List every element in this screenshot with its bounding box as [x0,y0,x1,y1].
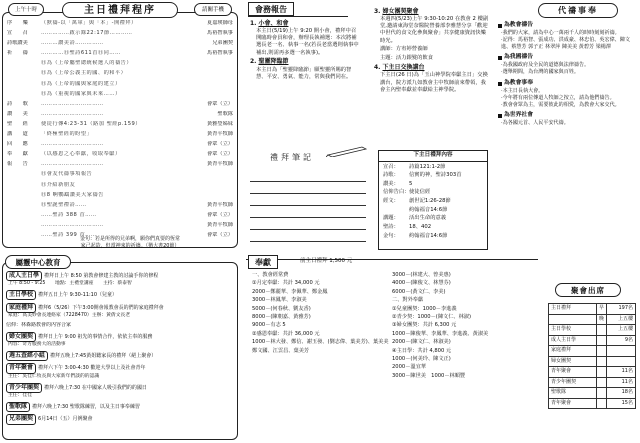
ministry-item [6,414,235,424]
ministry-line [6,271,235,281]
worship-row-right: 會眾（立） [207,151,233,158]
worship-row-right: 馬裕智執事 [207,30,233,37]
worship-row-right: 馬裕智執事 [207,50,233,57]
attendance-label: 聖歌隊 [549,388,597,399]
worship-left-tag: 上午十時 [8,3,44,16]
ministry-tag: 聖歌隊 [6,402,30,412]
ministry-text: 禮拜日上午 9:00 祖先的事情合作，依依主奉的服務 [38,333,153,340]
ministry-text: 禮拜六晚上7:30 在中國家人吸引我們的的國日 [44,384,147,391]
worship-row-middle: Ⓗ為（上帝公義主的國、的和平） [41,70,127,77]
worship-row [7,81,233,91]
attendance-table [548,303,636,409]
next-week-value: 使徒信經 [409,189,431,196]
next-week-key: 讚美： [383,180,399,187]
attendance-value: 11名 [607,377,636,388]
ministry-text: 禮拜六晚上7:30 聖歌隊練習，以及主日事奉練習 [32,403,140,410]
ministry-tag: 兄弟團契 [6,414,36,424]
ministry-item [6,363,235,380]
worship-row-middle: …………………………… [41,100,104,107]
offering-line: 4000－(陳俊文、林慧芬) [392,280,451,287]
worship-row-right: 黃青平牧師 [207,221,233,228]
next-week-item [383,164,483,171]
next-week-list [379,162,487,244]
ministry-text: 禮拜五晚上7:45黃姐聽家長的禮拜（絕上聚會） [50,352,157,359]
next-week-key: 信仰告白： [383,189,410,196]
offering-rule-top [246,259,538,260]
worship-title: 主日禮拜程序 [62,2,178,18]
attendance-row [549,356,636,367]
announce-item-body: 本主日為「聖靈降臨節」願聖靈所賜的智慧、平安、勇氣、能力，常與我們同在。 [256,66,352,80]
prayer-section [498,80,636,108]
announce-item-num: 1. [250,20,257,27]
attendance-label [549,314,597,325]
notes-lines [250,170,366,242]
worship-row-label: 序 樂 [7,20,28,26]
offering-line: 1000－陳俊華、李鳳華、李進義、黃淑美 [392,330,489,337]
attendance-sub: 早 [597,304,607,315]
offering-line: 1000－林大發、鄭信、謝玉發、(劉志偉、葉美芳)、葉美美 [252,339,389,346]
ministry-tag: 家庭禮拜 [6,303,36,313]
announce-item-body: 主題：活力銀髮的飲食 [380,55,433,62]
prayer-section [498,22,636,50]
next-week-item [383,224,483,231]
announce-item-title [250,20,360,28]
worship-row-middle: （默禱-以「萬軍」與「本」-開禮拜） [41,20,137,26]
prayer-line: ‧為我國政府及全民的道德與法律禱告。 [501,62,590,69]
next-week-value: 18、402 [409,224,432,231]
ministry-text: 禮拜六下午 3:00-4:30 歡迎大學以上及社會青年 [38,365,146,372]
prayer-section [498,112,636,127]
attendance-row [549,398,636,409]
ministry-tag: 成人主日學 [6,271,42,281]
ministry-tag: 青少年團契 [6,383,42,393]
announce-item [250,20,360,57]
ministry-item [6,332,235,349]
offering-line: 5000－(何春秋、劉友香) [252,305,311,312]
worship-row-right: 兄弟團契 [212,40,233,47]
worship-row [7,20,233,30]
ministry-item [6,290,235,300]
offering-summary: 前主日禮拜 1,500 元 [300,258,353,264]
offering-line: 8000－(陳朝嘉、黃雅芳) [252,314,311,321]
announce-item-body: 本主日(5/19)上午 9:20 開小會，禮拜中召開臨時會員和會，辦理長執補選：本次將補選長老一名、執事一名(若長老當選則執事中補出,則需再多選一名執事)。 [256,28,359,56]
prayer-line: ‧本主日長執大會。 [501,87,544,94]
worship-row-middle: ……………啟示錄22:17節………… [41,30,133,37]
worship-row [7,182,233,192]
worship-row [7,161,233,171]
next-week-key: 宣召： [383,163,399,170]
worship-row-middle: ……聖詩 399 首…… [41,231,97,238]
worship-row-right: 會眾（立） [207,100,233,107]
worship-row [7,50,233,60]
worship-right-tag: 請關手機 [194,3,232,16]
offering-line: 3000－陳世美 1000－林順豐 [392,372,466,379]
ministry-item [6,271,235,288]
worship-row-right: 會眾（立） [207,141,233,148]
worship-row-label: 報 告 [7,161,28,168]
worship-row-middle: Ⓗ為（上帝的國與家庭的建立） [41,80,121,87]
square-bullet-icon [498,56,502,60]
motto [30,236,230,250]
announce-list-a [250,20,360,83]
announce-item-heading: 下主日交換講台 [382,64,425,72]
attendance-row [549,377,636,388]
prayer-section-title: 為我國禱告 [504,54,533,61]
next-week-item [383,207,483,214]
worship-row-label: 祈 禱 [7,50,28,57]
attendance-sub [597,335,607,346]
offering-list-a [252,272,392,356]
ministry-sub: 家庭：高美妙會長連絡家（7228470）主辦：黃倩文長老 [8,312,131,318]
worship-row-label: 宣 召 [7,30,28,37]
attendance-row [549,325,636,336]
ministry-list [6,271,235,427]
next-week-item [383,198,483,205]
announce-item-num: 2. [250,58,257,66]
attendance-title: 聚會出席 [555,283,621,297]
worship-row-middle: …………Ⓗ聖詩611首Ⓗ同…… [41,50,121,57]
worship-row-right: 黃青平牧師 [207,131,233,138]
next-week-item [383,189,483,196]
prayer-line: ‧教會會眾為主，需要彼此的相愛，為教會大家交代。 [501,101,620,108]
ministry-tag: 主日學校 [6,290,36,300]
offering-line: 9000－有志 5 [252,322,286,329]
ministry-line [6,402,235,412]
ministry-text: 禮拜五日上午 9:30-11:10（兒童） [38,292,118,299]
offering-line: 鄭文國、江雲昌、葉美芳 [252,347,310,354]
ministry-line [6,322,235,329]
prayer-section-title: 為教會禱告 [504,22,533,28]
next-week-value: 約翰福音14:6節 [409,206,448,213]
attendance-value: 15名 [607,398,636,409]
worship-row [7,111,233,121]
worship-row-middle: …………………………… [41,110,104,117]
announce-item-num: 3. [374,8,381,15]
attendance-sub [597,325,607,336]
worship-row-right: 黃青平牧師 [207,201,233,208]
worship-row-label: 奉 獻 [7,151,28,158]
prayer-list [498,22,636,131]
announce-item [374,55,490,62]
ministry-text: 信仰：林森路教會的內容合家 [6,322,72,328]
attendance-label: 家庭禮拜 [549,346,597,357]
announce-item-heading: 婦女團契聚會 [382,8,419,15]
ministry-item [6,383,235,400]
announce-item [374,46,490,53]
worship-row-middle: （以感恩之心奉獻，收取奉獻） [41,151,121,158]
next-week-value: 信實的神，聖詩303首 [409,172,462,179]
ministry-sub: 主任：吳佳仁牧長與大家新年們談的的認識 [8,373,100,379]
prayer-line: ‧記得：馬裕智、張成功、洪成豪、林忠伯、吳宏偉、陳文進、蔡慧芳 郭子正 林翠萍 陳美美 黃碧芳 梁楊澤 [501,36,630,50]
ministry-item [6,322,235,329]
next-week-item [383,172,483,179]
ministry-item [6,303,235,320]
worship-row-middle: Ⓗ聖誕聖禮詩…… [41,201,87,208]
next-week-value: 活出生命的意義 [409,215,447,222]
attendance-value: 197名 [607,304,636,315]
prayer-section-head [498,80,636,88]
ministry-line [6,414,235,424]
pen-icon [326,145,368,157]
worship-row-middle: Ⓗ為（重視的國家與未來……） [41,90,121,97]
attendance-label: 主日學校 [549,325,597,336]
offering-line: 2000－溫宜華 [392,364,426,371]
attendance-row [549,304,636,315]
announce-item [374,8,490,45]
attendance-row [549,314,636,325]
worship-row-right: 聖歌隊 [217,110,233,117]
attendance-value: 11名 [607,367,636,378]
attendance-label: 青年聚會 [549,367,597,378]
attendance-value: 上五樓 [607,314,636,325]
worship-row-middle: Ⓗ會友代禱事項報告 [41,171,93,178]
attendance-row [549,335,636,346]
attendance-sub [597,388,607,399]
attendance-label: 青年聚會 [549,398,597,409]
worship-row-middle: …………………………… [41,221,104,228]
worship-row-label: 詩歌讚美 [7,40,28,47]
offering-line: 2000－鄭麗華、李佩華、鄭金鳳 [252,288,328,295]
attendance-table-wrap [548,303,636,409]
attendance-value: 18名 [607,388,636,399]
announce-item-body: 本週四(5/23)上午 9:30-10:20 在教會 2 樓副堂,邀請東海堂奈醫院營養部李雅慧分享「歡迎中世代的食文化參與聚會」共享健康資訊快樂時光。 [380,16,489,44]
offering-line: ①月定奉獻：共計 34,000 元 [252,280,320,287]
worship-row-right: 會眾（立） [207,211,233,218]
attendance-value: 9名 [607,335,636,346]
announce-item-title [374,8,490,16]
notes-label: 禮拜筆記 [270,153,314,162]
ministry-line [6,290,235,300]
ministry-item [6,402,235,412]
attendance-row [549,346,636,357]
worship-row-middle: ………讚美詩…………… [41,40,104,47]
prayer-section [498,54,636,76]
ministry-sub: 主任：佳佳 [8,392,32,398]
next-week-item [383,215,483,222]
attendance-sub: 晚 [597,314,607,325]
ministry-line [6,351,235,361]
announce-item-heading: 小會、和會 [258,20,289,27]
attendance-label: 青少年團契 [549,377,597,388]
next-week-value: 詩篇121:1-2節 [409,163,446,170]
prayer-section-title: 為世界社會 [504,112,533,119]
worship-row-right: 黃雅瑩姊妹 [207,120,233,127]
worship-row [7,30,233,40]
worship-row-right: 會眾（立） [207,231,233,238]
next-week-box [378,150,488,250]
ministry-title: 屬靈中心教育 [5,255,71,269]
ministry-tag: 青年聚會 [6,363,36,373]
attendance-value: 上五樓 [607,325,636,336]
announce-title: 會務報告 [248,2,294,16]
ministry-text: 禮拜日上午 8:50 第教會修建主教的討論手你的修程 [44,273,159,279]
worship-row [7,151,233,161]
next-week-title: 下主日禮拜內容 [379,151,487,162]
ministry-line [6,383,235,393]
square-bullet-icon [498,114,502,118]
attendance-sub [597,377,607,388]
offering-line: ②青少契：1000－(陳文仁、林淑) [392,314,471,321]
worship-row-middle: …………………………… [41,161,104,168]
ministry-tag: 婦女團契 [6,332,36,342]
announce-underline [248,16,348,17]
worship-row-middle: …………………………… [41,141,104,148]
worship-row-middle: ……聖詩 388 首…… [41,211,97,218]
offering-line: 二、對外奉獻 [392,297,424,304]
worship-row [7,141,233,151]
worship-row-label: 回 應 [7,141,28,148]
offering-line: 一、教會經常費 [252,272,289,278]
worship-row [7,121,233,131]
worship-row-label: 讚 美 [7,110,28,117]
worship-row [7,40,233,50]
offering-list-b [392,272,534,381]
ministry-item [6,351,235,361]
worship-row [7,60,233,70]
worship-row-label: 講 道 [7,131,28,138]
offering-line: ①兒童團契：1000－李進義 [392,305,457,312]
worship-row [7,91,233,101]
worship-row [7,202,233,212]
attendance-value [607,356,636,367]
attendance-sub [597,356,607,367]
offering-line: 3000－林鳳華、李淑美 [252,297,307,304]
prayer-title: 代禱事奉 [538,3,618,18]
motto-line-2: 家己起造，但當神來的祈禱。（猶大書20節） [80,242,180,249]
prayer-line: ‧今年將有兩位傳道人牧師之按立，請為他們禱告。 [501,94,615,101]
worship-row-label: 詩 歌 [7,100,28,107]
next-week-key: 經文： [383,198,399,205]
ministry-sub: 上午 8:50 - 9:25 地點：主禮堂講座 主持：蔡泰智 [8,281,132,287]
next-week-item [383,233,483,240]
ministry-line [6,303,235,313]
ministry-tag: 週五查經小組 [6,351,48,361]
prayer-line: ‧我們的大家，請為中心一萬兩千人的時時刻刻祈禱。 [501,29,620,36]
announce-item-heading: 聖靈降臨節 [258,58,289,66]
next-week-key: 講題： [383,215,399,222]
offering-line: 6000－(黃文仁、李美) [392,288,446,295]
worship-row-middle: 「終極聖經的盼望」 [41,131,93,138]
square-bullet-icon [498,82,502,86]
attendance-value [607,346,636,357]
announce-item [374,64,490,94]
worship-row [7,101,233,111]
announce-item-body: 下主日(26 日)為「玉山神學院奉獻主日」交換講台，院方派九如教會主中牧師前來帶領，我會主內聖奉獻並奉獻給主神學院。 [380,72,488,93]
next-week-key: 金句： [383,232,399,239]
worship-row [7,192,233,202]
attendance-row [549,388,636,399]
next-week-key: 聖詩： [383,224,399,231]
prayer-line: ‧為各國元首、人民平安代禱。 [501,120,569,127]
worship-row-middle: 使徒行傳4:23-31（路加 聖經p.159） [41,120,141,127]
attendance-sub [597,398,607,409]
prayer-section-head [498,22,636,30]
next-week-item [383,181,483,188]
worship-row-right: 夏嘉瑛師母 [207,20,233,26]
ministry-text: 6月14日（五）月例聚會 [38,416,93,423]
prayer-line: ‧選舉期間，為台灣的國家與百姓。 [501,69,580,76]
ministry-text: 禮拜6（5/26）下午3:00開會報教會長的們的家庭禮拜會 [38,304,164,311]
attendance-label: 婦女團契 [549,356,597,367]
offering-line: ④主日學：共計 4,800 元 [392,347,452,354]
worship-row-middle: Ⓗ介紹新朋友 [41,181,76,188]
worship-row-label: 聖 經 [7,120,28,127]
attendance-sub [597,367,607,378]
announce-item-num: 4. [374,64,381,72]
prayer-section-title: 為教會事奉 [504,80,533,86]
offering-line: ③婦女團契：共計 6,300 元 [392,322,457,329]
next-week-key: 詩歌： [383,172,399,179]
next-week-value: 5 [409,180,413,187]
motto-line-1: 金句：若是所得的兄弟啊，願你們真要的恆常 [79,236,180,242]
offering-line: 2000－(陳文仁、林淑美) [392,339,451,346]
offering-line: 1000－(何美玲、陳文正) [392,356,451,363]
ministry-line [6,363,235,373]
next-week-value: 創世記1:26-28節 [409,198,451,205]
attendance-label: 成人主日學 [549,335,597,346]
next-week-value: 約翰福音14:6節 [409,232,448,239]
worship-rows [7,20,233,242]
square-bullet-icon [498,24,502,28]
worship-row-middle: Ⓗ8 啊鸚鵡讚美大家禱告 [41,191,104,198]
attendance-label: 主日禮拜 [549,304,597,315]
attendance-row [549,367,636,378]
worship-row [7,222,233,232]
worship-row [7,70,233,80]
attendance-sub [597,346,607,357]
worship-row [7,131,233,141]
offering-line: ②感恩奉獻：共計 36,000 元 [252,330,320,337]
announce-item-body: 講師：方宥婷營養師 [380,46,428,53]
worship-row [7,212,233,222]
ministry-line [6,332,235,342]
worship-row-right: 黃青平牧師 [207,161,233,168]
worship-row-middle: Ⓗ為（上帝屬聖總統候選人的禱告） [41,60,133,67]
announce-list-b [374,8,490,96]
offering-line: 3000－(林建大、曾美惠) [392,272,451,278]
announce-item-title [250,58,360,66]
ministry-sub: 內容：奇方服務大的活動事 [8,341,66,347]
worship-row [7,171,233,181]
offering-title: 奉獻 [248,255,278,269]
announce-item [250,58,360,80]
